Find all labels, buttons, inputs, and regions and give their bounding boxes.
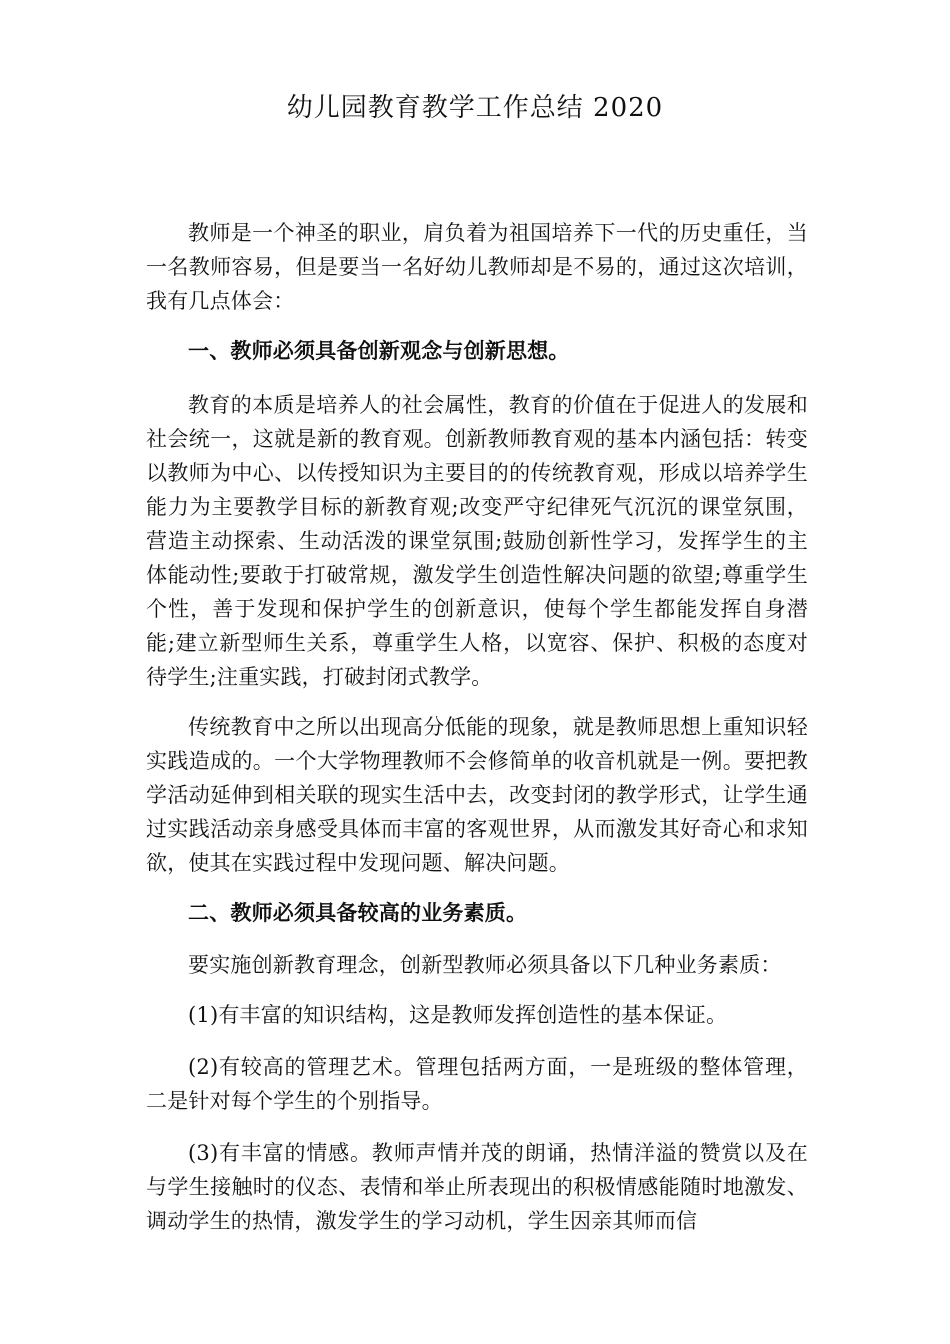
document-body (146, 216, 808, 1238)
list-item: (3)有丰富的情感。教师声情并茂的朗诵，热情洋溢的赞赏以及在与学生接触时的仪态、表情和举止所表现出的积极情感能随时地激发、调动学生的热情，激发学生的学习动机，学生因亲其师而信 (146, 1141, 808, 1233)
list-item: (2)有较高的管理艺术。管理包括两方面，一是班级的整体管理，二是针对每个学生的个别指导。 (146, 1055, 808, 1113)
body-paragraph: 教育的本质是培养人的社会属性，教育的价值在于促进人的发展和社会统一，这就是新的教育观。创新教师教育观的基本内涵包括：转变以教师为中心、以传授知识为主要目的的传统教育观，形成以培养学生能力为主要教学目标的新教育观;改变严守纪律死气沉沉的课堂氛围，营造主动探索、生动活泼的课堂氛围;鼓励创新性学习，发挥学生的主体能动性;要敢于打破常规，激发学生创造性解决问题的欲望;尊重学生个性，善于发现和保护学生的创新意识，使每个学生都能发挥自身潜能;建立新型师生关系，尊重学生人格，以宽容、保护、积极的态度对待学生;注重实践，打破封闭式教学。 (146, 393, 808, 689)
body-paragraph: 要实施创新教育理念，创新型教师必须具备以下几种业务素质： (188, 953, 782, 977)
section-heading-2: 二、教师必须具备较高的业务素质。 (188, 900, 528, 925)
intro-paragraph: 教师是一个神圣的职业，肩负着为祖国培养下一代的历史重任，当一名教师容易，但是要当一名好幼儿教师却是不易的，通过这次培训，我有几点体会： (146, 221, 808, 313)
section-heading-1: 一、教师必须具备创新观念与创新思想。 (188, 338, 570, 363)
document-title: 幼儿园教育教学工作总结 2020 (286, 93, 664, 123)
body-paragraph: 传统教育中之所以出现高分低能的现象，就是教师思想上重知识轻实践造成的。一个大学物理教师不会修简单的收音机就是一例。要把教学活动延伸到相关联的现实生活中去，改变封闭的教学形式，让学生通过实践活动亲身感受具体而丰富的客观世界，从而激发其好奇心和求知欲，使其在实践过程中发现问题、解决问题。 (146, 715, 808, 875)
list-item: (1)有丰富的知识结构，这是教师发挥创造性的基本保证。 (188, 1003, 728, 1027)
